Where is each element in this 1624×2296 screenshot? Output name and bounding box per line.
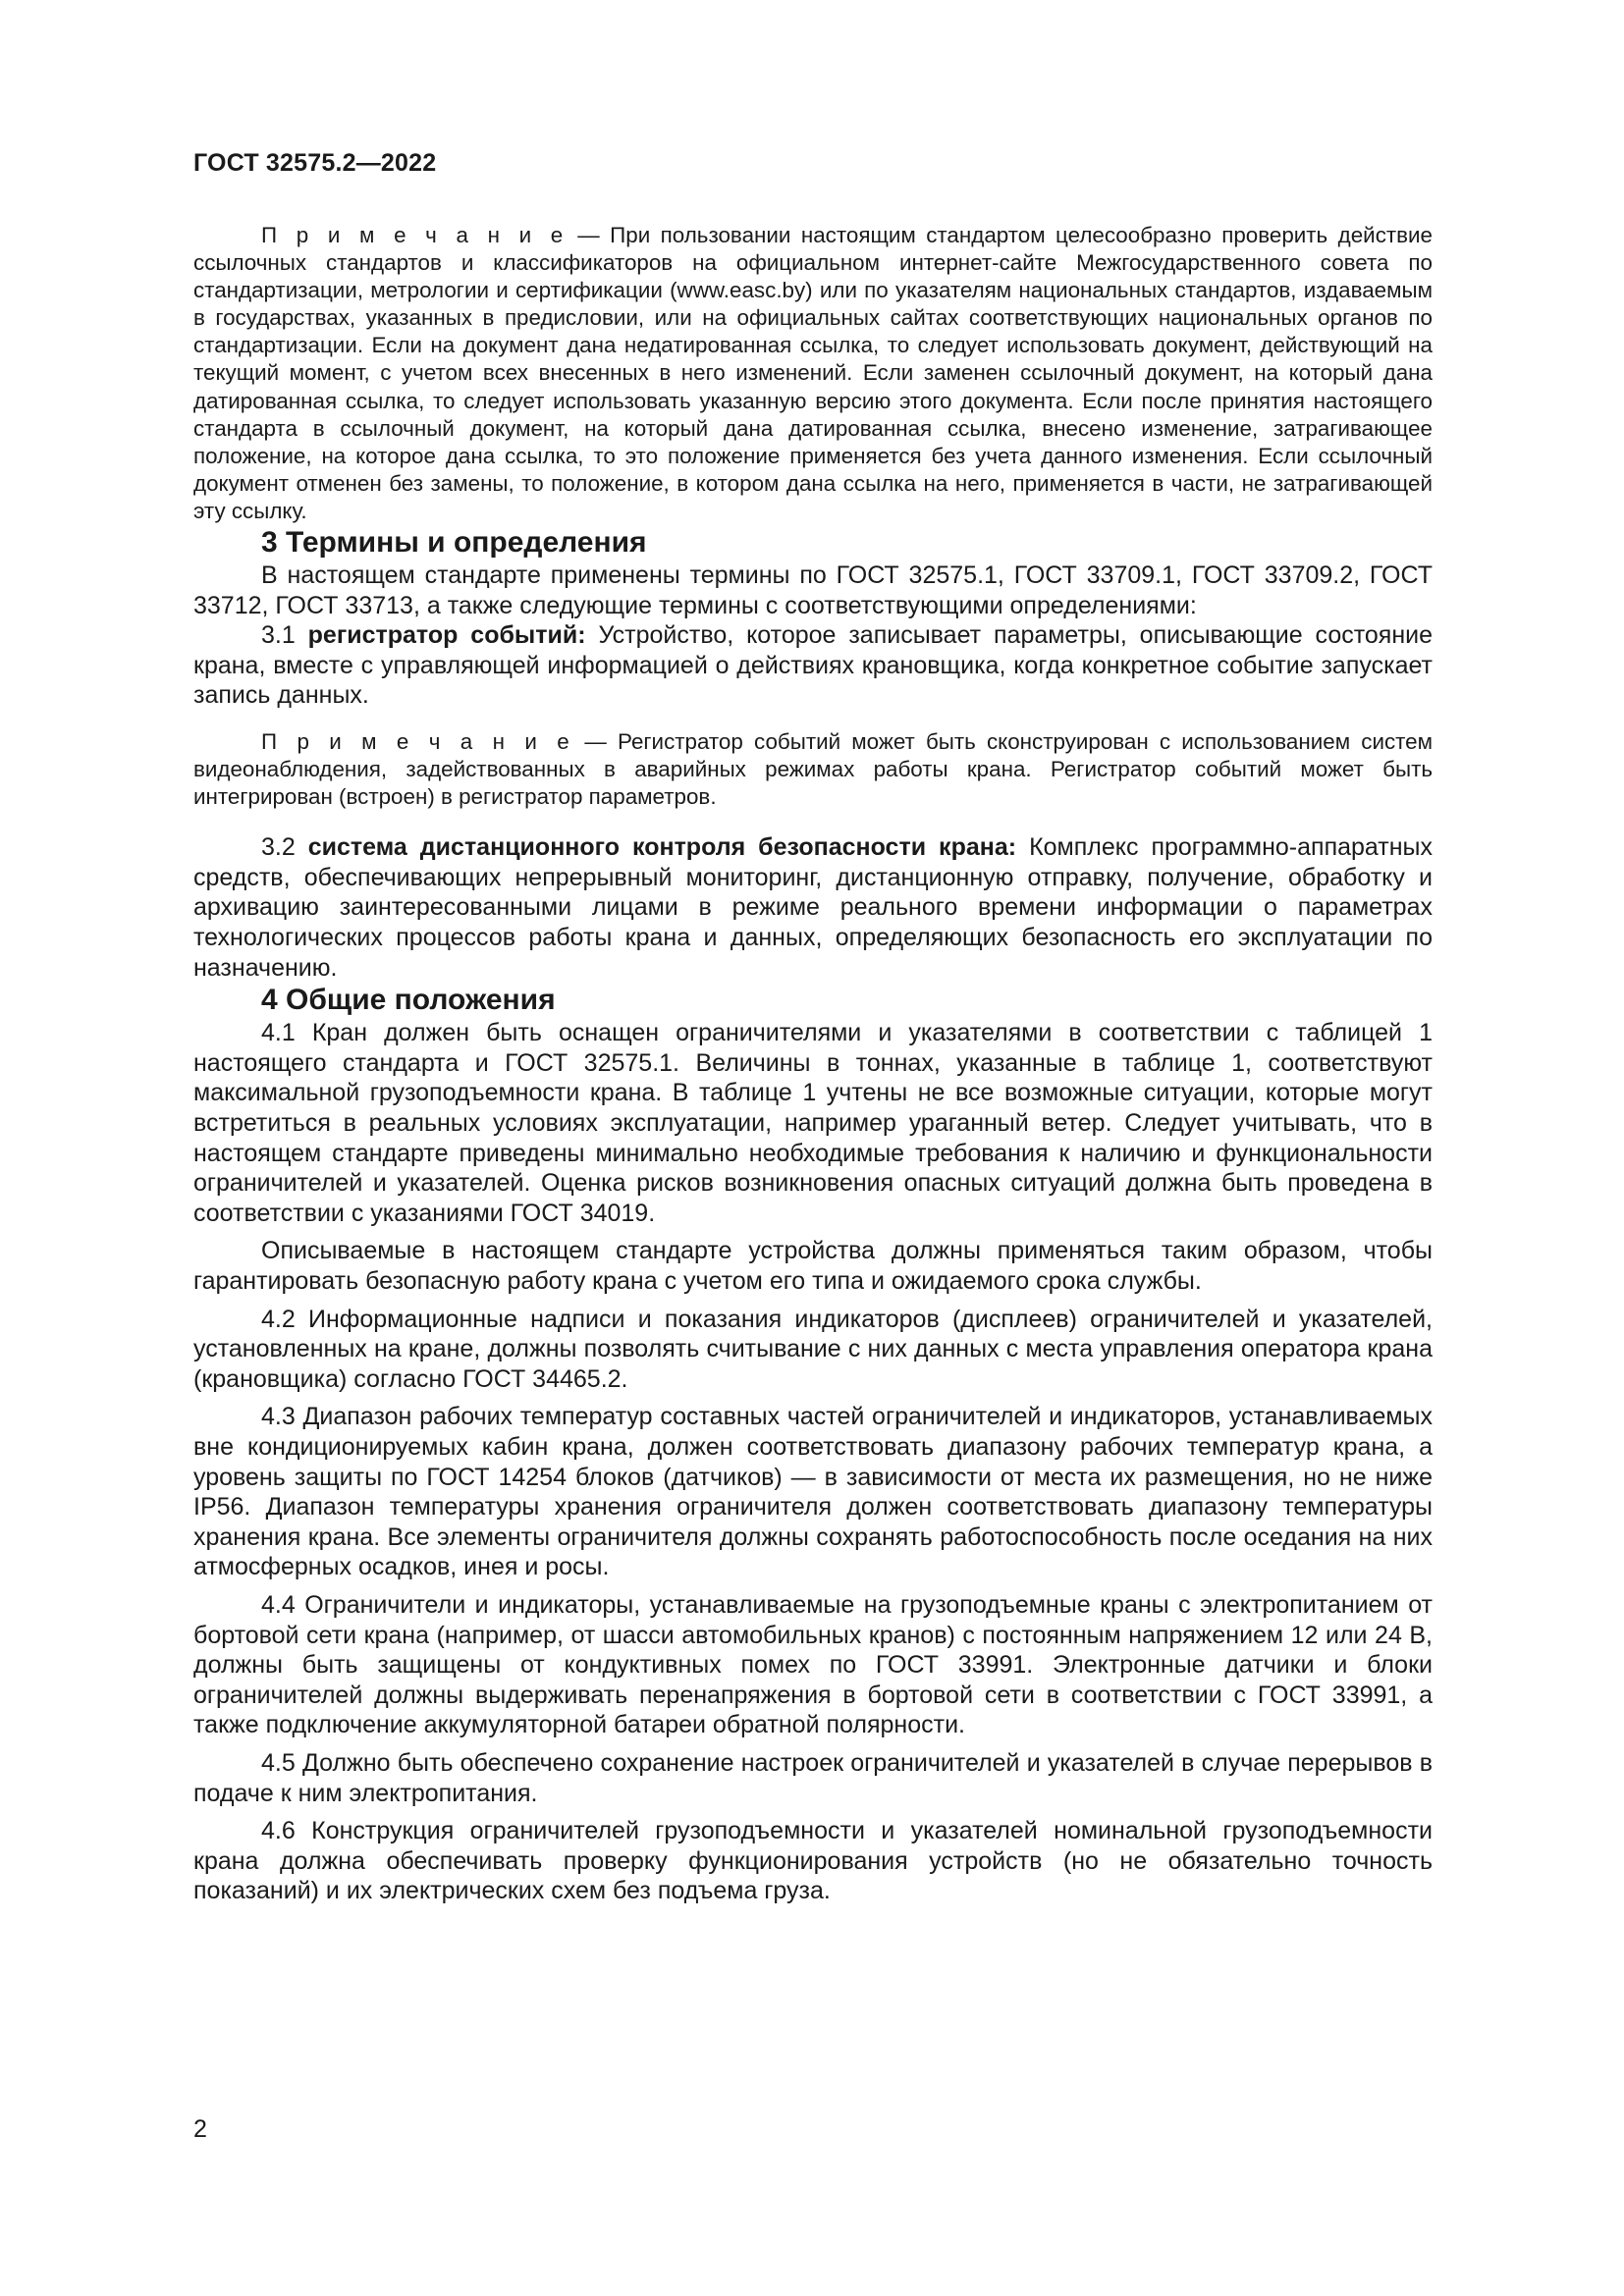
page-number: 2 [193, 2115, 207, 2143]
page-content [193, 222, 1433, 1906]
note-label: П р и м е ч а н и е [261, 729, 574, 754]
reference-note [193, 222, 1433, 525]
term-number: 3.2 [261, 833, 308, 862]
paragraph-4-3: 4.3 Диапазон рабочих температур составных частей ограничителей и индикаторов, устанавливаемых вне кондиционируемых кабин крана, должен соответствовать диапазону рабочих температур крана, а уровень защиты по ГОСТ 14254 блоков (датчиков) — в зависимости от места их размещения, но не ниже IP56. Диапазон температуры хранения ограничителя должен соответствовать диапазону температуры хранения крана. Все элементы ограничителя должны сохранять работоспособность после оседания на них атмосферных осадков, инея и росы. [193, 1403, 1433, 1581]
section-4-heading: 4 Общие положения [261, 984, 556, 1017]
paragraph-4-6: 4.6 Конструкция ограничителей грузоподъемности и указателей номинальной грузоподъемности крана должна обеспечивать проверку функционирования устройств (но не обязательно точность показаний) и их электрических схем без подъема груза. [193, 1817, 1433, 1905]
paragraph-4-2: 4.2 Информационные надписи и показания индикаторов (дисплеев) ограничителей и указателей, установленных на кране, должны позволять считывание с них данных с места управления оператора крана (крановщика) согласно ГОСТ 34465.2. [193, 1305, 1433, 1393]
term-3-1-note [193, 728, 1433, 811]
term-3-1 [193, 620, 1433, 711]
term-name: система дистанционного контроля безопасности крана: [307, 833, 1017, 862]
term-definition: Комплекс программно-аппаратных средств, обеспечивающих непрерывный мониторинг, дистанционную отправку, получение, обработку и архивацию заинтересованными лицами в режиме реального времени информации о параметрах технологических процессов работы крана и данных, определяющих безопасность его эксплуатации по назначению. [193, 833, 1434, 982]
paragraph-4-5: 4.5 Должно быть обеспечено сохранение настроек ограничителей и указателей в случае перерывов в подаче к ним электропитания. [193, 1748, 1433, 1807]
standard-header: ГОСТ 32575.2—2022 [193, 149, 437, 177]
term-number: 3.1 [261, 621, 308, 650]
term-definition: Устройство, которое записывает параметры, описывающие состояние крана, вместе с управляющей информацией о действиях крановщика, когда конкретное событие запускает запись данных. [193, 621, 1434, 710]
paragraph-4-1-continued: Описываемые в настоящем стандарте устройства должны применяться таким образом, чтобы гарантировать безопасную работу крана с учетом его типа и ожидаемого срока службы. [193, 1237, 1433, 1295]
section-3-intro: В настоящем стандарте применены термины по ГОСТ 32575.1, ГОСТ 33709.1, ГОСТ 33709.2, ГОСТ 33712, ГОСТ 33713, а также следующие термины с соответствующими определениями: [193, 561, 1433, 619]
note-label: П р и м е ч а н и е [261, 223, 568, 247]
paragraph-4-4: 4.4 Ограничители и индикаторы, устанавливаемые на грузоподъемные краны с электропитанием от бортовой сети крана (например, от шасси автомобильных кранов) с постоянным напряжением 12 или 24 В, должны быть защищены от кондуктивных помех по ГОСТ 33991. Электронные датчики и блоки ограничителей должны выдерживать перенапряжения в бортовой сети в соответствии с ГОСТ 33991, а также подключение аккумуляторной батареи обратной полярности. [193, 1590, 1433, 1739]
note-text: — При пользовании настоящим стандартом целесообразно проверить действие ссылочных стандартов и классификаторов на официальном интернет-сайте Межгосударственного совета по стандартизации, метрологии и сертификации (www.easc.by) или по указателям национальных стандартов, издаваемым в государствах, указанных в предисловии, или на официальных сайтах соответствующих национальных органов по стандартизации. Если на документ дана недатированная ссылка, то следует использовать документ, действующий на текущий момент, с учетом всех внесенных в него изменений. Если заменен ссылочный документ, на который дана датированная ссылка, то следует использовать указанную версию этого документа. Если после принятия настоящего стандарта в ссылочный документ, на который дана датированная ссылка, внесено изменение, затрагивающее положение, на которое дана ссылка, то это положение применяется без учета данного изменения. Если ссылочный документ отменен без замены, то положение, в котором дана ссылка на него, применяется в части, не затрагивающей эту ссылку. [193, 223, 1433, 523]
term-3-2 [193, 832, 1433, 983]
term-name: регистратор событий: [307, 621, 586, 650]
paragraph-4-1: 4.1 Кран должен быть оснащен ограничителями и указателями в соответствии с таблицей 1 настоящего стандарта и ГОСТ 32575.1. Величины в тоннах, указанные в таблице 1, соответствуют максимальной грузоподъемности крана. В таблице 1 учтены не все возможные ситуации, которые могут встретиться в реальных условиях эксплуатации, например ураганный ветер. Следует учитывать, что в настоящем стандарте приведены минимально необходимые требования к наличию и функциональности ограничителей и указателей. Оценка рисков возникновения опасных ситуаций должна быть проведена в соответствии с указаниями ГОСТ 34019. [193, 1019, 1433, 1227]
note-text: — Регистратор событий может быть сконструирован с использованием систем видеонаблюдения, задействованных в аварийных режимах работы крана. Регистратор событий может быть интегрирован (встроен) в регистратор параметров. [193, 729, 1434, 810]
section-3-heading: 3 Термины и определения [261, 526, 647, 560]
